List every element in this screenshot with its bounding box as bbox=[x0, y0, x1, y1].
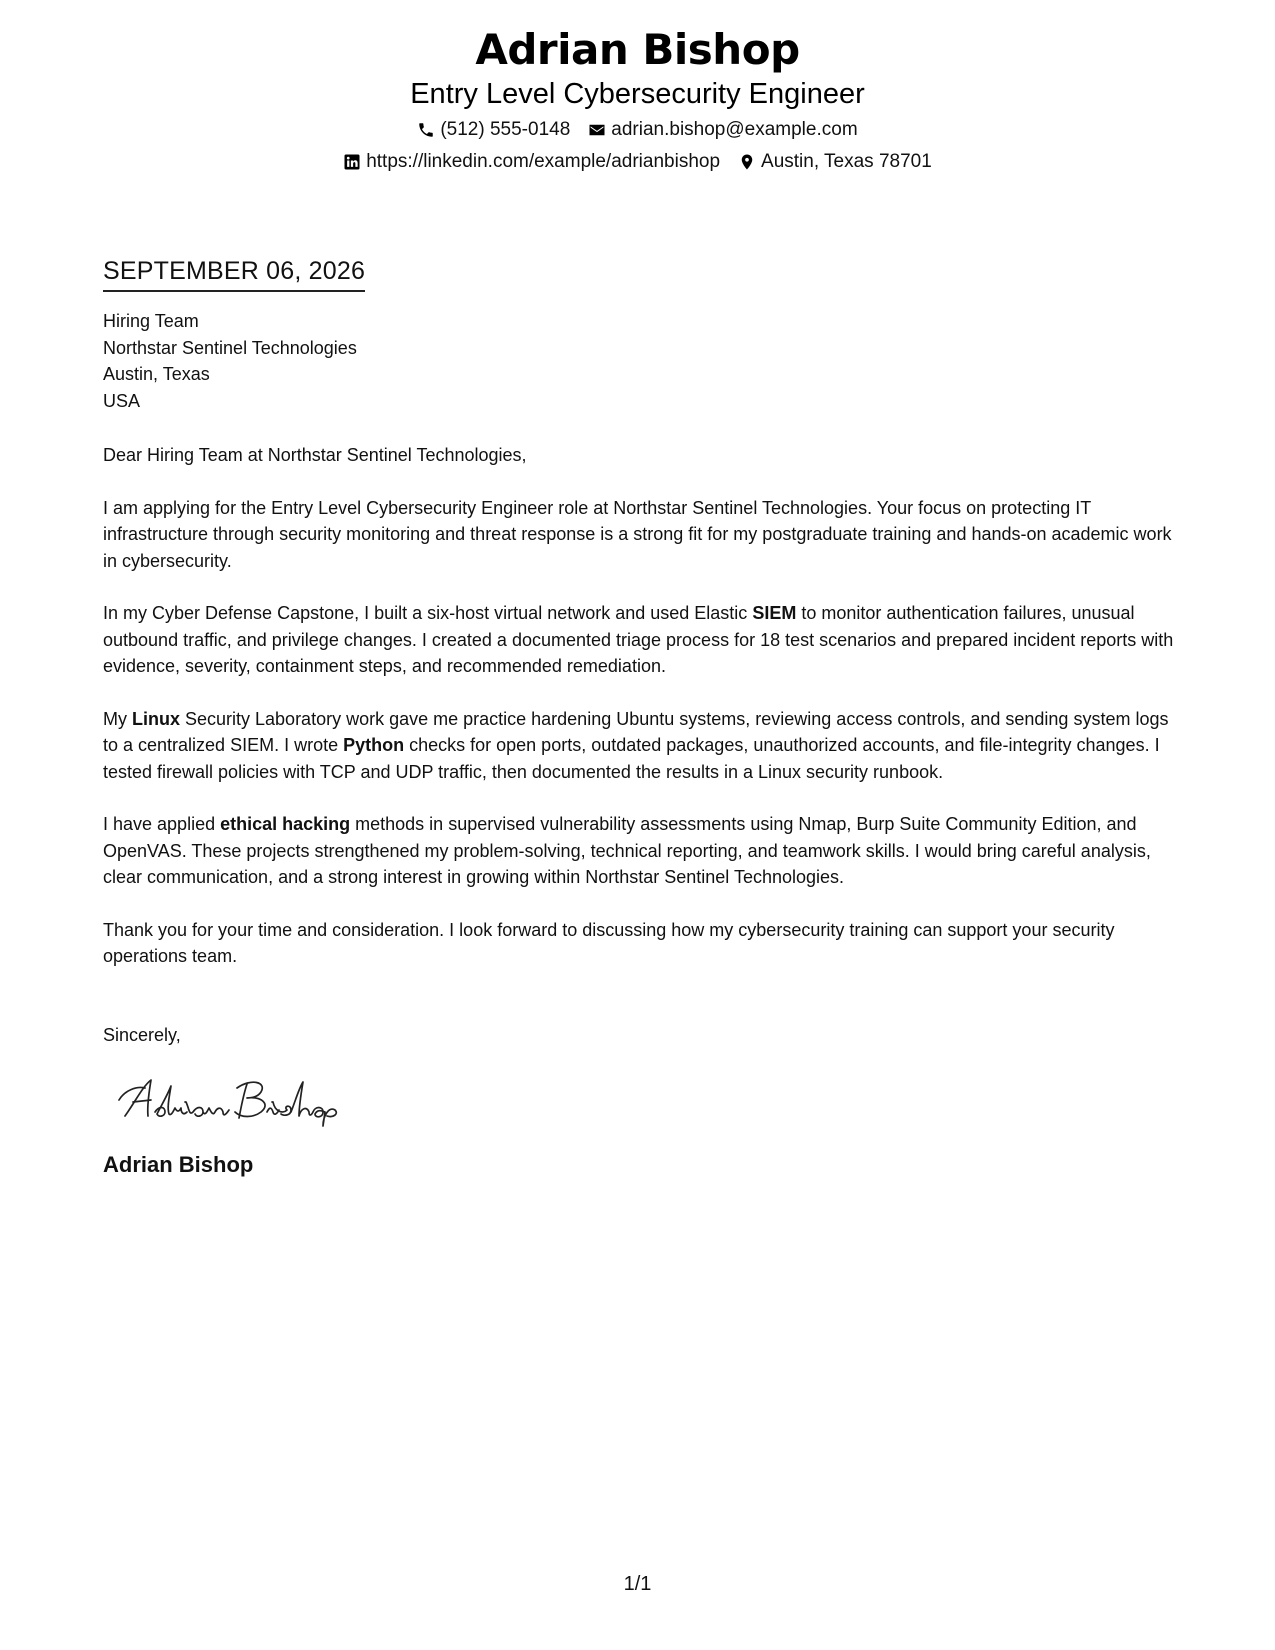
recipient-line: Northstar Sentinel Technologies bbox=[103, 337, 357, 358]
paragraph-text: Security Laboratory work gave me practice hardening Ubuntu systems, reviewing access controls, and sending system logs to a centralized SIEM. I wrote bbox=[103, 708, 1169, 755]
paragraph-3 bbox=[103, 706, 1178, 786]
recipient-block bbox=[103, 308, 1178, 414]
keyword-linux: Linux bbox=[132, 708, 180, 729]
paragraph-text: I have applied bbox=[103, 814, 221, 834]
contact-line-2 bbox=[0, 148, 1275, 176]
contact-email bbox=[588, 116, 857, 144]
contact-location bbox=[738, 148, 932, 176]
recipient-line: Hiring Team bbox=[103, 311, 199, 331]
paragraph-text: checks for open ports, outdated packages, unauthorized accounts, and file-integrity changes. I tested firewall policies with TCP and UDP traffic, then documented the results in a Linux security runbook. bbox=[103, 735, 1160, 782]
phone-icon bbox=[417, 121, 435, 139]
signer-name: Adrian Bishop bbox=[103, 1152, 254, 1177]
contact-linkedin bbox=[343, 148, 720, 176]
paragraph-4 bbox=[103, 811, 1178, 891]
paragraph-1: I am applying for the Entry Level Cybersecurity Engineer role at Northstar Sentinel Technologies. Your focus on protecting IT infrastructure through security monitoring and threat response is a strong fit for my postgraduate training and hands-on academic work in cybersecurity. bbox=[103, 497, 1172, 571]
page-number: 1/1 bbox=[623, 1573, 652, 1595]
letter-header bbox=[0, 22, 1275, 176]
linkedin-link[interactable]: https://linkedin.com/example/adrianbishop bbox=[366, 151, 721, 172]
applicant-role: Entry Level Cybersecurity Engineer bbox=[410, 78, 865, 110]
paragraph-2 bbox=[103, 600, 1178, 680]
letter-date: SEPTEMBER 06, 2026 bbox=[103, 254, 365, 292]
paragraph-5: Thank you for your time and consideration. I look forward to discussing how my cybersecurity training can support your security operations team. bbox=[103, 919, 1115, 966]
map-marker-icon bbox=[738, 153, 756, 171]
paragraph-text: In my Cyber Defense Capstone, I built a six-host virtual network and used Elastic bbox=[103, 603, 753, 623]
keyword-python: Python bbox=[343, 735, 405, 755]
recipient-line: Austin, Texas bbox=[103, 364, 210, 384]
paragraph-text: methods in supervised vulnerability assessments using Nmap, Burp Suite Community Edition, and OpenVAS. These projects strengthened my problem-solving, technical reporting, and teamwork skills. I would bring careful analysis, clear communication, and a strong interest in growing within Northstar Sentinel Technologies. bbox=[103, 814, 1151, 887]
letter-body bbox=[103, 254, 1178, 1180]
salutation: Dear Hiring Team at Northstar Sentinel Technologies, bbox=[103, 445, 527, 465]
contact-line-1 bbox=[0, 116, 1275, 144]
envelope-icon bbox=[588, 121, 606, 139]
email-link[interactable]: adrian.bishop@example.com bbox=[611, 119, 858, 140]
applicant-name: Adrian Bishop bbox=[475, 25, 800, 74]
paragraph-text: My bbox=[103, 708, 132, 729]
recipient-line: USA bbox=[103, 390, 141, 411]
contact-phone bbox=[417, 116, 570, 144]
closing: Sincerely, bbox=[103, 1024, 181, 1045]
location-text: Austin, Texas 78701 bbox=[761, 151, 932, 172]
signature-image bbox=[115, 1072, 355, 1128]
phone-text: (512) 555-0148 bbox=[440, 119, 571, 140]
keyword-siem: SIEM bbox=[752, 603, 797, 623]
keyword-ethical-hacking: ethical hacking bbox=[220, 814, 351, 834]
paragraph-text: to monitor authentication failures, unusual outbound traffic, and privilege changes. I created a documented triage process for 18 test scenarios and prepared incident reports with evidence, severity, containment steps, and recommended remediation. bbox=[103, 603, 1174, 676]
linkedin-icon bbox=[343, 153, 361, 171]
